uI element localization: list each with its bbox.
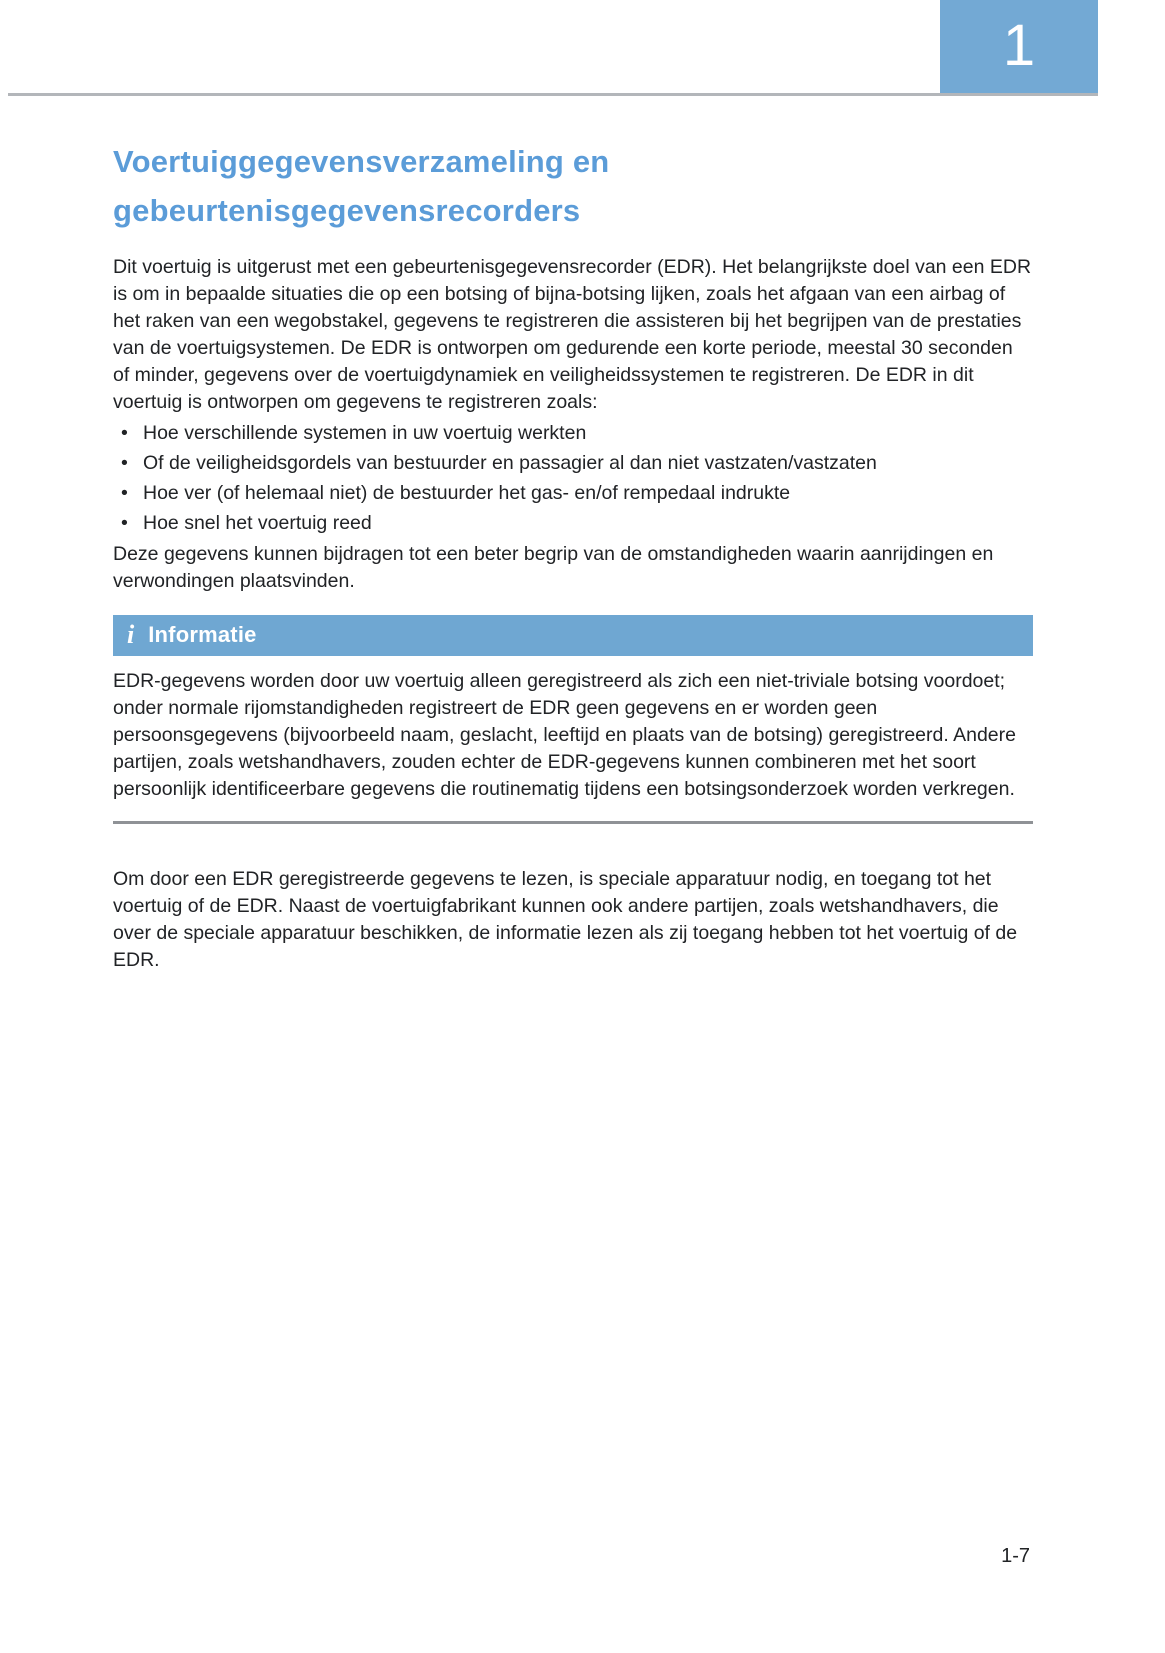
content-column: [113, 138, 1033, 974]
header-divider: [8, 93, 1098, 96]
chapter-tab: [940, 0, 1098, 95]
bullet-icon: •: [121, 451, 128, 474]
list-item-text: Hoe snel het voertuig reed: [143, 511, 372, 534]
closing-paragraph: Om door een EDR geregistreerde gegevens te lezen, is speciale apparatuur nodig, en toegang tot het voertuig of de EDR. Naast de voertuigfabrikant kunnen ook andere partijen, zoals wetshandhavers, die over de speciale apparatuur beschikken, de informatie lezen als zij toegang hebben tot het voertuig of de EDR.: [113, 867, 1018, 971]
bullet-icon: •: [121, 481, 128, 504]
section-divider: [113, 821, 1033, 824]
information-header-bar: [113, 615, 1033, 656]
list-item: [113, 510, 1033, 537]
bullet-icon: •: [121, 511, 128, 534]
page-title-line2: gebeurtenisgegevensrecorders: [113, 192, 581, 228]
bullet-icon: •: [121, 421, 128, 444]
chapter-number: 1: [1002, 12, 1036, 78]
summary-paragraph: Deze gegevens kunnen bijdragen tot een beter begrip van de omstandigheden waarin aanrijdingen en verwondingen plaatsvinden.: [113, 542, 994, 592]
information-paragraph: EDR-gegevens worden door uw voertuig alleen geregistreerd als zich een niet-triviale botsing voordoet; onder normale rijomstandigheden registreert de EDR geen gegevens en er worden geen persoonsgegevens (bijvoorbeeld naam, geslacht, leeftijd en plaats van de botsing) geregistreerd. Andere partijen, zoals wetshandhavers, zouden echter de EDR-gegevens kunnen combineren met het soort persoonlijk identificeerbare gegevens die routinematig tijdens een botsingsonderzoek worden verkregen.: [113, 669, 1016, 800]
list-item-text: Hoe verschillende systemen in uw voertuig werkten: [143, 421, 587, 444]
list-item-text: Hoe ver (of helemaal niet) de bestuurder het gas- en/of rempedaal indrukte: [143, 481, 791, 504]
list-item: [113, 450, 1033, 477]
list-item: [113, 420, 1033, 447]
edr-data-list: [113, 420, 1033, 537]
information-label: Informatie: [148, 622, 257, 648]
intro-paragraph: Dit voertuig is uitgerust met een gebeurtenisgegevensrecorder (EDR). Het belangrijkste doel van een EDR is om in bepaalde situaties die op een botsing of bijna-botsing lijken, zoals het afgaan van een airbag of het raken van een wegobstakel, gegevens te registreren die assisteren bij het begrijpen van de prestaties van de voertuigsystemen. De EDR is ontworpen om gedurende een korte periode, meestal 30 seconden of minder, gegevens over de voertuigdynamiek en veiligheidssystemen te registreren. De EDR in dit voertuig is ontworpen om gegevens te registreren zoals:: [113, 255, 1032, 413]
page-title: [113, 138, 1033, 236]
list-item-text: Of de veiligheidsgordels van bestuurder en passagier al dan niet vastzaten/vastzaten: [143, 451, 877, 474]
info-icon: i: [127, 620, 135, 650]
page-number: 1-7: [1001, 1545, 1030, 1567]
list-item: [113, 480, 1033, 507]
page-title-line1: Voertuiggegevensverzameling en: [113, 144, 610, 179]
